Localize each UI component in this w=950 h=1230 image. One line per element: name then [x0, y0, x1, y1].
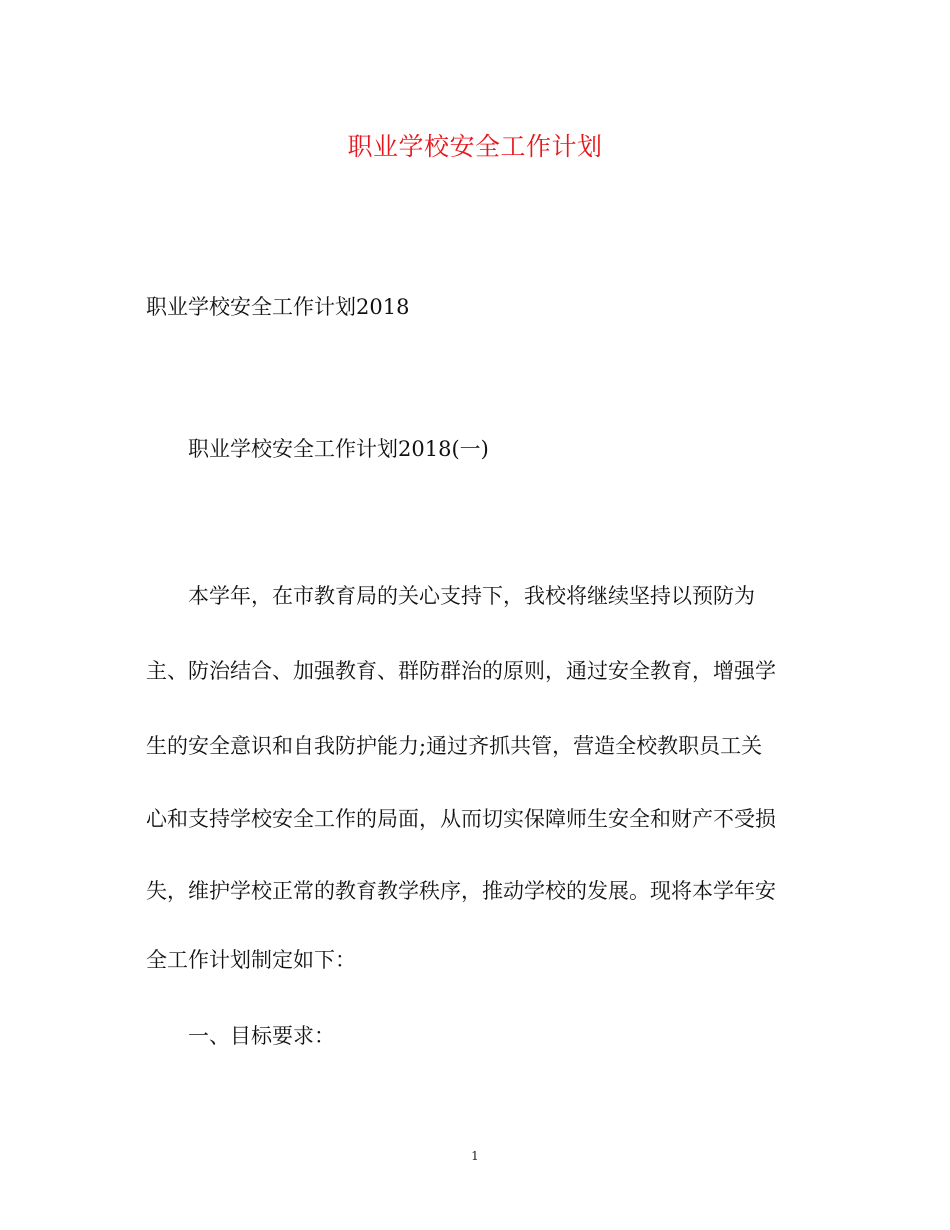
document-subtitle: 职业学校安全工作计划2018	[146, 295, 410, 319]
paragraph-line-4: 心和支持学校安全工作的局面，从而切实保障师生安全和财产不受损	[146, 807, 776, 831]
heading-objectives: 一、目标要求：	[188, 1024, 335, 1048]
paragraph-line-5: 失，维护学校正常的教育教学秩序，推动学校的发展。现将本学年安	[146, 879, 776, 903]
page-number: 1	[471, 1149, 479, 1163]
paragraph-line-3: 生的安全意识和自我防护能力;通过齐抓共管，营造全校教职员工关	[146, 734, 763, 758]
document-title: 职业学校安全工作计划	[347, 132, 603, 161]
paragraph-line-1: 本学年，在市教育局的关心支持下，我校将继续坚持以预防为	[188, 584, 755, 608]
section-title: 职业学校安全工作计划2018(一)	[188, 437, 489, 461]
paragraph-line-6: 全工作计划制定如下：	[146, 948, 356, 972]
paragraph-line-2: 主、防治结合、加强教育、群防群治的原则，通过安全教育，增强学	[146, 659, 776, 683]
